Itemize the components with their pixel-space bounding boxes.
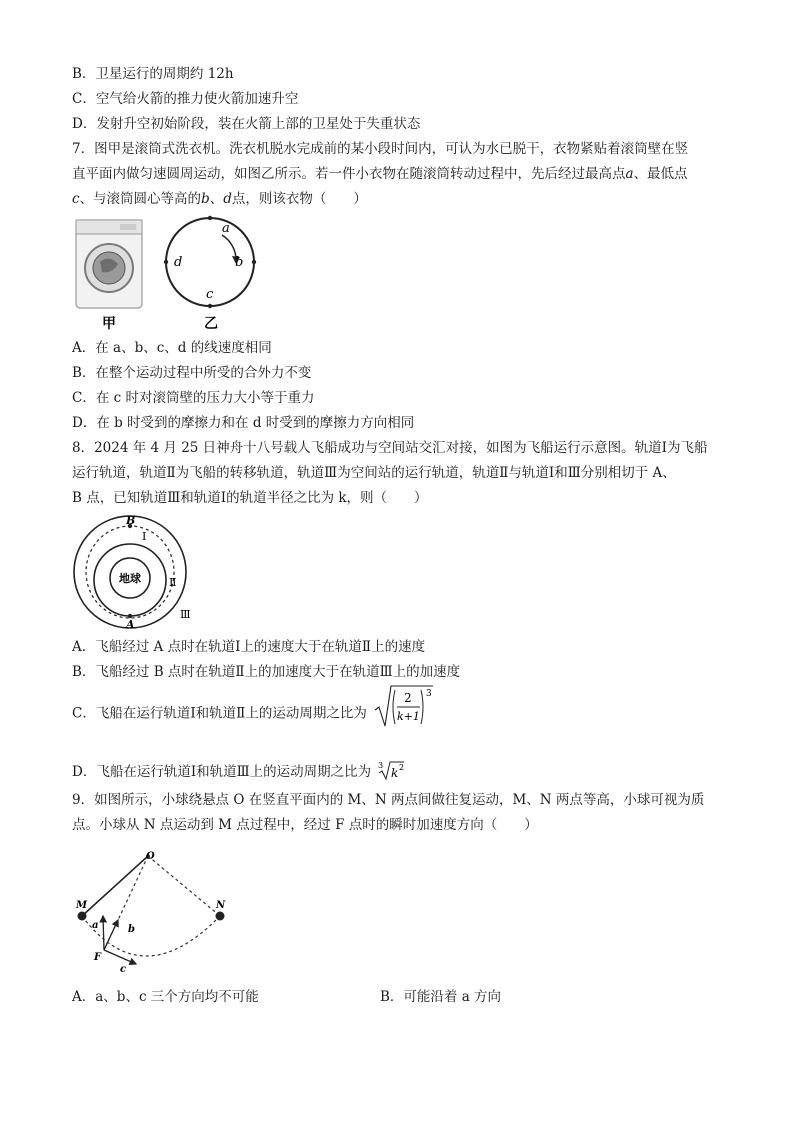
washing-machine-image <box>76 220 142 308</box>
q7-stem-line3: c、与滚筒圆心等高的b、d点，则该衣物（ ） <box>72 191 367 207</box>
q7-stem-line2: 直平面内做匀速圆周运动，如图乙所示。若一件小衣物在随滚筒转动过程中，先后经过最高点a、最低点 <box>72 166 688 182</box>
point-d-label: d <box>174 255 183 270</box>
q7-option-a: A．在 a、b、c、d 的线速度相同 <box>72 340 272 356</box>
q8-stem-line1: 8．2024 年 4 月 25 日神舟十八号载人飞船成功与空间站交汇对接，如图为飞船运行示意图。轨道Ⅰ为飞船 <box>72 440 708 456</box>
point-a-label: a <box>222 221 230 236</box>
q6-option-b: B．卫星运行的周期约 12h <box>72 66 234 82</box>
vector-c <box>104 950 136 964</box>
fraction-exponent: 3 <box>426 689 432 699</box>
q8-option-c: C．飞船在运行轨道Ⅰ和轨道Ⅱ上的运动周期之比为 2 k+1 3 <box>72 698 435 730</box>
point-b-label: b <box>235 255 244 270</box>
label-m: M <box>76 900 88 911</box>
q7-option-b: B．在整个运动过程中所受的合外力不变 <box>72 365 312 381</box>
q9-stem-line1: 9．如图所示，小球绕悬点 O 在竖直平面内的 M、N 两点间做往复运动，M、N 两点等高，小球可视为质 <box>72 792 705 808</box>
q6-option-d: D．发射升空初始阶段，装在火箭上部的卫星处于失重状态 <box>72 116 421 132</box>
ball-m <box>78 912 87 921</box>
q8-option-d: D．飞船在运行轨道Ⅰ和轨道Ⅲ上的运动周期之比为 3 k 2 <box>72 760 405 780</box>
fig-label-jia: 甲 <box>102 315 116 331</box>
q8-orbit-diagram <box>72 512 202 630</box>
cube-root-formula <box>377 759 405 781</box>
point-c-label: c <box>206 287 214 302</box>
label-f: F <box>94 952 102 963</box>
q9-option-b: B．可能沿着 a 方向 <box>380 989 502 1005</box>
q9-option-a: A．a、b、c 三个方向均不可能 <box>72 989 259 1005</box>
fraction-numerator: 2 <box>404 691 412 705</box>
point-b-label: B <box>126 514 136 527</box>
q9-pendulum-diagram <box>72 846 242 976</box>
vector-a <box>103 916 104 950</box>
q7-stem-line1: 7．图甲是滚筒式洗衣机。洗衣机脱水完成前的某小段时间内，可认为水已脱干，衣物紧贴着滚筒壁在竖 <box>72 141 689 157</box>
string-om <box>82 856 148 916</box>
label-vector-a: a <box>92 920 99 931</box>
q8-option-a: A．飞船经过 A 点时在轨道Ⅰ上的速度大于在轨道Ⅱ上的速度 <box>72 639 426 655</box>
radicand: k <box>391 765 399 780</box>
string-on <box>148 856 220 916</box>
radicand-exponent: 2 <box>399 762 405 772</box>
label-n: N <box>216 900 226 911</box>
root-index: 3 <box>378 760 384 770</box>
point-a-label: A <box>126 618 135 630</box>
q6-option-c: C．空气给火箭的推力使火箭加速升空 <box>72 91 299 107</box>
label-vector-b: b <box>128 924 135 935</box>
orbit-ii-label: Ⅱ <box>169 576 177 589</box>
fig-label-yi: 乙 <box>204 315 218 331</box>
sqrt-fraction-formula <box>373 684 435 730</box>
q7-option-d: D．在 b 时受到的摩擦力和在 d 时受到的摩擦力方向相同 <box>72 415 415 431</box>
q9-stem-line2: 点。小球从 N 点运动到 M 点过程中，经过 F 点时的瞬时加速度方向（ ） <box>72 817 538 833</box>
q7-figure <box>72 214 282 334</box>
earth-label: 地球 <box>119 573 141 585</box>
orbit-iii-label: Ⅲ <box>180 608 191 621</box>
q7-option-c: C．在 c 时对滚筒壁的压力大小等于重力 <box>72 390 315 406</box>
q8-stem-line2: 运行轨道，轨道Ⅱ为飞船的转移轨道，轨道Ⅲ为空间站的运行轨道，轨道Ⅱ与轨道Ⅰ和Ⅲ分别相切于 A、 <box>72 465 676 481</box>
q8-stem-line3: B 点，已知轨道Ⅲ和轨道Ⅰ的轨道半径之比为 k，则（ ） <box>72 490 428 506</box>
ball-n <box>216 912 225 921</box>
label-o: O <box>146 851 155 862</box>
label-vector-c: c <box>120 964 127 975</box>
q8-option-b: B．飞船经过 B 点时在轨道Ⅱ上的加速度大于在轨道Ⅲ上的加速度 <box>72 664 461 680</box>
orbit-i-label: Ⅰ <box>142 530 147 543</box>
fraction-denominator: k+1 <box>397 710 421 723</box>
vector-b <box>104 920 118 950</box>
